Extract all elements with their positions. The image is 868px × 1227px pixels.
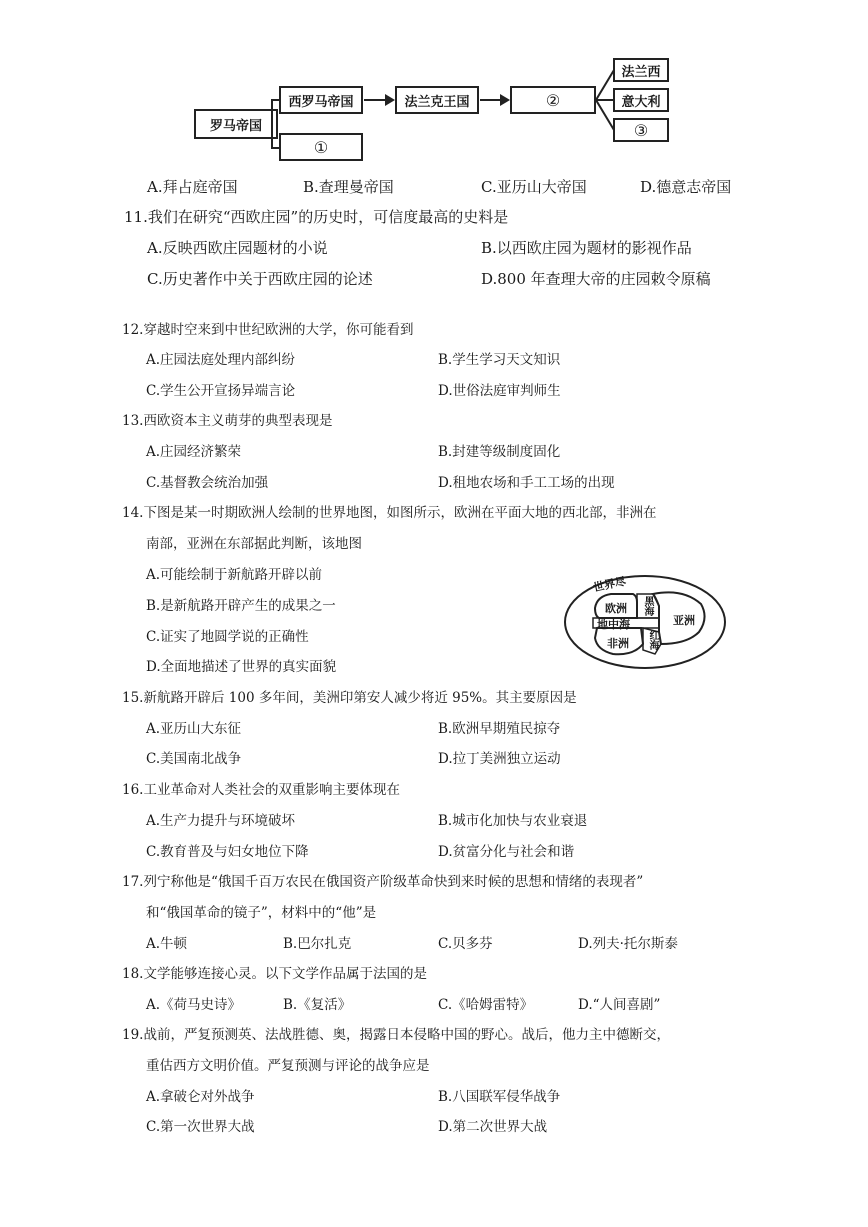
arrow-head-icon [500,94,510,106]
blank-2-box: ② [510,86,596,114]
q18-option-b[interactable]: B.《复活》 [283,997,352,1013]
q11-option-d[interactable]: D.800 年查理大帝的庄园敕令原稿 [481,270,711,288]
q15-option-a[interactable]: A.亚历山大东征 [146,721,242,737]
q13-option-c[interactable]: C.基督教会统治加强 [146,475,269,491]
q11-stem: 11.我们在研究“西欧庄园”的历史时，可信度最高的史料是 [124,208,509,226]
world-map-figure [563,574,727,670]
blank-3-box: ③ [613,118,669,142]
q19-option-b[interactable]: B.八国联军侵华战争 [438,1089,561,1105]
arrow-head-icon [385,94,395,106]
q11-option-b[interactable]: B.以西欧庄园为题材的影视作品 [481,239,692,257]
q17-option-c[interactable]: C.贝多芬 [438,936,493,952]
q19-stem-line1: 19.战前，严复预测英、法战胜德、奥，揭露日本侵略中国的野心。战后，他力主中德断交， [122,1027,670,1043]
q12-option-d[interactable]: D.世俗法庭审判师生 [438,383,561,399]
q10-option-d[interactable]: D.德意志帝国 [640,178,732,196]
q17-stem-line1: 17.列宁称他是“俄国千百万农民在俄国资产阶级革命快到来时候的思想和情绪的表现者” [122,874,644,890]
q18-option-a[interactable]: A.《荷马史诗》 [146,997,242,1013]
world-map-outline [563,574,727,670]
map-label-africa: 非洲 [607,637,629,650]
q17-stem-line2: 和“俄国革命的镜子”，材料中的“他”是 [146,905,377,921]
italy-box: 意大利 [613,88,669,112]
q18-option-c[interactable]: C.《哈姆雷特》 [438,997,534,1013]
france-box: 法兰西 [613,58,669,82]
q11-option-c[interactable]: C.历史著作中关于西欧庄园的论述 [147,270,373,288]
q17-option-a[interactable]: A.牛顿 [146,936,188,952]
q10-option-c[interactable]: C.亚历山大帝国 [481,178,587,196]
west-roman-empire-box: 西罗马帝国 [279,86,363,114]
q13-stem: 13.西欧资本主义萌芽的典型表现是 [122,413,333,429]
q17-option-b[interactable]: B.巴尔扎克 [283,936,352,952]
q14-stem-line1: 14.下图是某一时期欧洲人绘制的世界地图，如图所示，欧洲在平面大地的西北部，非洲在 [122,505,657,521]
q12-option-a[interactable]: A.庄园法庭处理内部纠纷 [146,352,296,368]
q13-option-d[interactable]: D.租地农场和手工工场的出现 [438,475,615,491]
q13-option-a[interactable]: A.庄园经济繁荣 [146,444,242,460]
q19-option-d[interactable]: D.第二次世界大战 [438,1119,548,1135]
roman-empire-box: 罗马帝国 [194,109,278,139]
q11-option-a[interactable]: A.反映西欧庄园题材的小说 [147,239,328,257]
q10-option-b[interactable]: B.查理曼帝国 [303,178,394,196]
q15-option-b[interactable]: B.欧洲早期殖民掠夺 [438,721,561,737]
frankish-kingdom-box: 法兰克王国 [395,86,479,114]
map-label-red-sea: 红海 [647,630,658,650]
q16-option-b[interactable]: B.城市化加快与农业衰退 [438,813,588,829]
q19-option-a[interactable]: A.拿破仑对外战争 [146,1089,255,1105]
q14-option-a[interactable]: A.可能绘制于新航路开辟以前 [146,567,323,583]
q16-stem: 16.工业革命对人类社会的双重影响主要体现在 [122,782,400,798]
q14-stem-line2: 南部，亚洲在东部据此判断，该地图 [146,536,362,552]
q14-option-d[interactable]: D.全面地描述了世界的真实面貌 [146,659,337,675]
map-label-europe: 欧洲 [605,602,627,615]
q19-option-c[interactable]: C.第一次世界大战 [146,1119,255,1135]
q13-option-b[interactable]: B.封建等级制度固化 [438,444,561,460]
q10-option-a[interactable]: A.拜占庭帝国 [147,178,238,196]
map-label-edge: 世界尽 [592,574,628,595]
q15-stem: 15.新航路开辟后 100 多年间，美洲印第安人减少将近 95%。其主要原因是 [122,690,577,706]
q14-option-b[interactable]: B.是新航路开辟产生的成果之一 [146,598,336,614]
map-label-mediterranean: 地中海 [597,618,630,631]
arrow-line [480,99,502,101]
q12-stem: 12.穿越时空来到中世纪欧洲的大学，你可能看到 [122,322,414,338]
q14-option-c[interactable]: C.证实了地圆学说的正确性 [146,629,309,645]
map-label-black-sea: 黑海 [642,596,653,616]
map-label-asia: 亚洲 [673,614,695,627]
connector-line [271,99,273,149]
q12-option-c[interactable]: C.学生公开宣扬异端言论 [146,383,296,399]
q16-option-d[interactable]: D.贫富分化与社会和谐 [438,844,575,860]
q12-option-b[interactable]: B.学生学习天文知识 [438,352,561,368]
blank-1-box: ① [279,133,363,161]
q18-option-d[interactable]: D.“人间喜剧” [578,997,661,1013]
q15-option-c[interactable]: C.美国南北战争 [146,751,242,767]
q17-option-d[interactable]: D.列夫·托尔斯泰 [578,936,678,952]
q16-option-a[interactable]: A.生产力提升与环境破坏 [146,813,296,829]
q15-option-d[interactable]: D.拉丁美洲独立运动 [438,751,561,767]
q18-stem: 18.文学能够连接心灵。以下文学作品属于法国的是 [122,966,427,982]
q16-option-c[interactable]: C.教育普及与妇女地位下降 [146,844,309,860]
q19-stem-line2: 重估西方文明价值。严复预测与评论的战争应是 [146,1058,430,1074]
